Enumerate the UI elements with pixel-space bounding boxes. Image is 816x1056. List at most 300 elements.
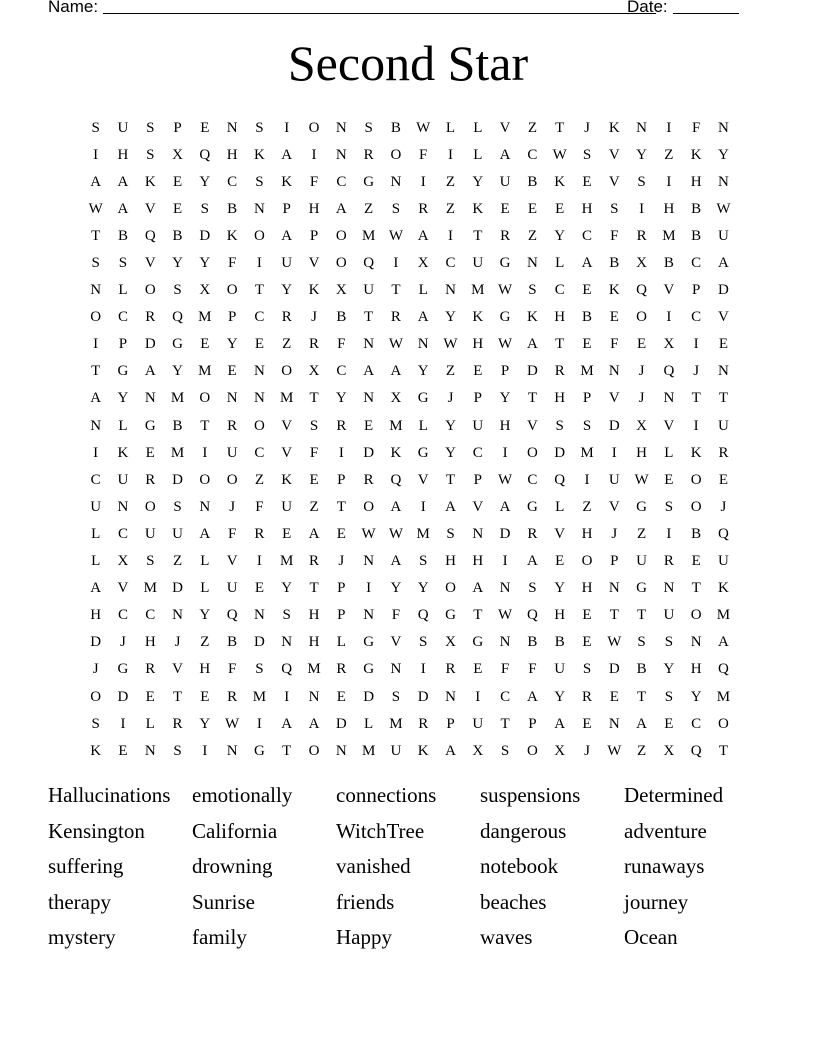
- grid-letter[interactable]: S: [582, 661, 592, 678]
- grid-letter[interactable]: I: [639, 200, 645, 217]
- grid-letter[interactable]: V: [144, 200, 156, 217]
- grid-letter[interactable]: R: [363, 146, 374, 163]
- grid-letter[interactable]: O: [390, 146, 402, 163]
- grid-letter[interactable]: A: [445, 498, 456, 515]
- grid-letter[interactable]: D: [90, 634, 102, 651]
- grid-letter[interactable]: I: [256, 255, 262, 272]
- grid-letter[interactable]: A: [499, 498, 511, 515]
- grid-letter[interactable]: I: [502, 553, 508, 570]
- grid-letter[interactable]: N: [608, 715, 620, 732]
- grid-letter[interactable]: O: [226, 282, 238, 299]
- grid-letter[interactable]: F: [610, 336, 619, 353]
- grid-letter[interactable]: A: [554, 715, 566, 732]
- grid-letter[interactable]: M: [471, 282, 485, 299]
- grid-letter[interactable]: G: [254, 742, 265, 759]
- grid-letter[interactable]: Y: [690, 688, 702, 705]
- grid-letter[interactable]: D: [144, 336, 156, 353]
- grid-letter[interactable]: I: [93, 444, 99, 461]
- grid-letter[interactable]: S: [528, 580, 537, 597]
- grid-letter[interactable]: A: [281, 146, 293, 163]
- grid-letter[interactable]: Y: [199, 715, 211, 732]
- grid-letter[interactable]: X: [417, 255, 429, 272]
- grid-letter[interactable]: B: [554, 634, 565, 651]
- grid-letter[interactable]: Y: [499, 390, 511, 407]
- grid-letter[interactable]: Z: [309, 498, 319, 515]
- grid-letter[interactable]: R: [527, 525, 538, 542]
- grid-letter[interactable]: X: [636, 255, 647, 272]
- grid-letter[interactable]: H: [308, 200, 320, 217]
- grid-letter[interactable]: Y: [390, 580, 402, 597]
- grid-letter[interactable]: R: [636, 227, 647, 244]
- grid-letter[interactable]: Z: [282, 336, 292, 353]
- grid-letter[interactable]: C: [90, 471, 101, 488]
- grid-letter[interactable]: S: [91, 119, 100, 136]
- grid-letter[interactable]: R: [418, 715, 429, 732]
- grid-letter[interactable]: M: [662, 227, 676, 244]
- grid-letter[interactable]: T: [254, 282, 265, 299]
- grid-letter[interactable]: E: [145, 444, 155, 461]
- grid-letter[interactable]: L: [364, 715, 374, 732]
- grid-letter[interactable]: G: [172, 336, 183, 353]
- grid-letter[interactable]: Z: [445, 363, 456, 380]
- grid-letter[interactable]: A: [90, 580, 102, 597]
- grid-letter[interactable]: W: [388, 227, 403, 244]
- grid-letter[interactable]: L: [664, 444, 674, 461]
- grid-letter[interactable]: S: [309, 417, 319, 434]
- grid-letter[interactable]: U: [281, 255, 293, 272]
- grid-letter[interactable]: R: [663, 553, 674, 570]
- grid-letter[interactable]: R: [581, 688, 592, 705]
- grid-letter[interactable]: H: [308, 607, 320, 624]
- grid-letter[interactable]: X: [117, 553, 129, 570]
- grid-letter[interactable]: E: [200, 688, 210, 705]
- grid-letter[interactable]: I: [448, 146, 453, 163]
- grid-letter[interactable]: N: [226, 742, 238, 759]
- grid-letter[interactable]: G: [144, 417, 156, 434]
- grid-letter[interactable]: N: [90, 417, 102, 434]
- grid-letter[interactable]: E: [582, 173, 592, 190]
- grid-letter[interactable]: B: [663, 255, 674, 272]
- grid-letter[interactable]: T: [336, 498, 346, 515]
- grid-letter[interactable]: T: [691, 580, 701, 597]
- grid-letter[interactable]: W: [361, 525, 376, 542]
- grid-letter[interactable]: Z: [445, 200, 456, 217]
- grid-letter[interactable]: Z: [527, 119, 537, 136]
- grid-letter[interactable]: M: [198, 309, 212, 326]
- grid-letter[interactable]: U: [117, 471, 129, 488]
- grid-letter[interactable]: E: [582, 715, 592, 732]
- grid-letter[interactable]: P: [500, 363, 510, 380]
- grid-letter[interactable]: E: [254, 336, 265, 353]
- grid-letter[interactable]: F: [337, 336, 346, 353]
- grid-letter[interactable]: Y: [445, 417, 456, 434]
- grid-letter[interactable]: B: [227, 200, 238, 217]
- grid-letter[interactable]: S: [173, 742, 182, 759]
- grid-letter[interactable]: S: [364, 119, 373, 136]
- grid-letter[interactable]: R: [172, 715, 183, 732]
- grid-letter[interactable]: I: [93, 336, 99, 353]
- grid-letter[interactable]: U: [90, 498, 102, 515]
- grid-letter[interactable]: V: [417, 471, 429, 488]
- grid-letter[interactable]: T: [555, 336, 565, 353]
- grid-letter[interactable]: Z: [445, 173, 456, 190]
- grid-letter[interactable]: A: [417, 227, 429, 244]
- grid-letter[interactable]: E: [336, 688, 346, 705]
- grid-letter[interactable]: C: [500, 688, 511, 705]
- grid-letter[interactable]: Z: [364, 200, 374, 217]
- grid-letter[interactable]: B: [390, 119, 401, 136]
- grid-letter[interactable]: F: [227, 255, 237, 272]
- grid-letter[interactable]: M: [143, 580, 157, 597]
- grid-letter[interactable]: V: [226, 553, 238, 570]
- grid-letter[interactable]: I: [666, 119, 672, 136]
- grid-letter[interactable]: K: [308, 282, 320, 299]
- grid-letter[interactable]: P: [282, 200, 291, 217]
- grid-letter[interactable]: O: [308, 119, 320, 136]
- grid-letter[interactable]: Y: [117, 390, 129, 407]
- date-blank-line[interactable]: [673, 13, 739, 14]
- grid-letter[interactable]: O: [199, 390, 211, 407]
- grid-letter[interactable]: I: [666, 525, 672, 542]
- grid-letter[interactable]: E: [582, 607, 592, 624]
- grid-letter[interactable]: M: [170, 390, 185, 407]
- grid-letter[interactable]: F: [227, 525, 237, 542]
- grid-letter[interactable]: N: [335, 119, 347, 136]
- grid-letter[interactable]: J: [584, 119, 590, 136]
- grid-letter[interactable]: D: [417, 688, 429, 705]
- grid-letter[interactable]: U: [390, 742, 402, 759]
- grid-letter[interactable]: I: [202, 742, 208, 759]
- grid-letter[interactable]: L: [555, 498, 565, 515]
- grid-letter[interactable]: Z: [254, 471, 265, 488]
- grid-letter[interactable]: K: [281, 471, 293, 488]
- grid-letter[interactable]: A: [117, 200, 129, 217]
- grid-letter[interactable]: C: [145, 607, 156, 624]
- grid-letter[interactable]: T: [609, 607, 619, 624]
- grid-letter[interactable]: B: [636, 661, 647, 678]
- grid-letter[interactable]: W: [88, 200, 103, 217]
- grid-letter[interactable]: X: [335, 282, 347, 299]
- grid-letter[interactable]: N: [335, 146, 347, 163]
- grid-letter[interactable]: J: [311, 309, 317, 326]
- grid-letter[interactable]: R: [145, 661, 156, 678]
- grid-letter[interactable]: L: [91, 525, 101, 542]
- grid-letter[interactable]: M: [716, 688, 731, 705]
- grid-letter[interactable]: Z: [664, 146, 674, 163]
- grid-letter[interactable]: L: [91, 553, 101, 570]
- grid-letter[interactable]: E: [609, 688, 619, 705]
- grid-letter[interactable]: N: [690, 634, 702, 651]
- grid-letter[interactable]: K: [390, 444, 402, 461]
- grid-letter[interactable]: E: [582, 336, 592, 353]
- grid-letter[interactable]: L: [200, 580, 210, 597]
- grid-letter[interactable]: I: [611, 444, 617, 461]
- grid-letter[interactable]: S: [146, 553, 155, 570]
- grid-letter[interactable]: G: [499, 309, 511, 326]
- grid-letter[interactable]: Q: [526, 607, 538, 624]
- grid-letter[interactable]: J: [120, 634, 126, 651]
- grid-letter[interactable]: Y: [718, 146, 729, 163]
- grid-letter[interactable]: G: [117, 661, 129, 678]
- grid-letter[interactable]: C: [336, 363, 347, 380]
- grid-letter[interactable]: S: [173, 282, 182, 299]
- grid-letter[interactable]: J: [338, 553, 345, 570]
- grid-letter[interactable]: T: [91, 363, 101, 380]
- grid-letter[interactable]: N: [499, 580, 511, 597]
- grid-letter[interactable]: N: [608, 580, 620, 597]
- grid-letter[interactable]: Q: [663, 363, 675, 380]
- grid-letter[interactable]: L: [473, 146, 483, 163]
- grid-letter[interactable]: T: [445, 471, 456, 488]
- grid-letter[interactable]: I: [311, 146, 317, 163]
- grid-letter[interactable]: H: [226, 146, 238, 163]
- grid-letter[interactable]: K: [472, 200, 484, 217]
- grid-letter[interactable]: L: [336, 634, 346, 651]
- grid-letter[interactable]: L: [445, 119, 456, 136]
- grid-letter[interactable]: A: [390, 553, 402, 570]
- grid-letter[interactable]: E: [227, 363, 237, 380]
- grid-letter[interactable]: Y: [417, 580, 429, 597]
- grid-letter[interactable]: I: [338, 444, 344, 461]
- grid-letter[interactable]: S: [664, 634, 674, 651]
- grid-letter[interactable]: C: [117, 309, 128, 326]
- grid-letter[interactable]: S: [582, 146, 592, 163]
- grid-letter[interactable]: M: [307, 661, 321, 678]
- grid-letter[interactable]: B: [117, 227, 128, 244]
- grid-letter[interactable]: N: [363, 390, 375, 407]
- grid-letter[interactable]: N: [718, 119, 729, 136]
- grid-letter[interactable]: D: [172, 580, 183, 597]
- grid-letter[interactable]: G: [363, 173, 375, 190]
- grid-letter[interactable]: N: [254, 363, 265, 380]
- grid-letter[interactable]: T: [309, 580, 319, 597]
- grid-letter[interactable]: K: [417, 742, 429, 759]
- grid-letter[interactable]: N: [144, 742, 156, 759]
- grid-letter[interactable]: C: [254, 444, 265, 461]
- grid-letter[interactable]: Z: [200, 634, 210, 651]
- grid-letter[interactable]: H: [581, 525, 593, 542]
- grid-letter[interactable]: S: [391, 200, 401, 217]
- grid-letter[interactable]: G: [636, 498, 647, 515]
- grid-letter[interactable]: Y: [472, 173, 484, 190]
- grid-letter[interactable]: Y: [226, 336, 238, 353]
- grid-letter[interactable]: F: [500, 661, 510, 678]
- grid-letter[interactable]: F: [419, 146, 428, 163]
- grid-letter[interactable]: I: [693, 336, 699, 353]
- grid-letter[interactable]: L: [418, 417, 428, 434]
- grid-letter[interactable]: U: [117, 119, 129, 136]
- grid-letter[interactable]: U: [499, 173, 511, 190]
- grid-letter[interactable]: S: [528, 282, 537, 299]
- grid-letter[interactable]: T: [555, 119, 565, 136]
- grid-letter[interactable]: S: [255, 661, 264, 678]
- grid-letter[interactable]: D: [526, 363, 538, 380]
- grid-letter[interactable]: M: [361, 742, 376, 759]
- grid-letter[interactable]: S: [91, 715, 100, 732]
- grid-letter[interactable]: J: [638, 363, 645, 380]
- grid-letter[interactable]: H: [308, 634, 320, 651]
- grid-letter[interactable]: A: [90, 390, 102, 407]
- grid-letter[interactable]: N: [144, 390, 156, 407]
- name-blank-line[interactable]: [103, 13, 656, 14]
- grid-letter[interactable]: N: [90, 282, 102, 299]
- grid-letter[interactable]: S: [255, 173, 264, 190]
- grid-letter[interactable]: A: [718, 255, 729, 272]
- grid-letter[interactable]: J: [584, 742, 590, 759]
- grid-letter[interactable]: K: [90, 742, 102, 759]
- grid-letter[interactable]: D: [254, 634, 265, 651]
- grid-letter[interactable]: U: [718, 227, 729, 244]
- grid-letter[interactable]: T: [718, 742, 729, 759]
- grid-letter[interactable]: V: [472, 498, 484, 515]
- grid-letter[interactable]: I: [502, 444, 508, 461]
- grid-letter[interactable]: G: [417, 390, 429, 407]
- grid-letter[interactable]: E: [145, 688, 155, 705]
- grid-letter[interactable]: E: [336, 525, 346, 542]
- grid-letter[interactable]: K: [608, 282, 620, 299]
- grid-letter[interactable]: G: [636, 580, 647, 597]
- grid-letter[interactable]: D: [363, 688, 375, 705]
- grid-letter[interactable]: N: [363, 607, 375, 624]
- grid-letter[interactable]: E: [172, 200, 183, 217]
- grid-letter[interactable]: E: [664, 471, 674, 488]
- grid-letter[interactable]: E: [691, 553, 701, 570]
- grid-letter[interactable]: E: [500, 200, 510, 217]
- grid-letter[interactable]: B: [691, 525, 702, 542]
- grid-letter[interactable]: P: [692, 282, 701, 299]
- grid-letter[interactable]: J: [611, 525, 618, 542]
- grid-letter[interactable]: I: [666, 173, 672, 190]
- grid-letter[interactable]: S: [555, 417, 564, 434]
- grid-letter[interactable]: N: [254, 607, 265, 624]
- grid-letter[interactable]: L: [418, 282, 428, 299]
- grid-letter[interactable]: K: [117, 444, 129, 461]
- grid-letter[interactable]: I: [420, 498, 426, 515]
- grid-letter[interactable]: G: [417, 444, 429, 461]
- grid-letter[interactable]: E: [582, 282, 592, 299]
- grid-letter[interactable]: J: [638, 390, 645, 407]
- grid-letter[interactable]: Y: [417, 363, 429, 380]
- grid-letter[interactable]: Y: [199, 173, 211, 190]
- grid-letter[interactable]: V: [608, 146, 620, 163]
- grid-letter[interactable]: N: [663, 580, 675, 597]
- grid-letter[interactable]: D: [199, 227, 211, 244]
- grid-letter[interactable]: N: [363, 553, 375, 570]
- grid-letter[interactable]: R: [500, 227, 511, 244]
- grid-letter[interactable]: V: [281, 417, 293, 434]
- grid-letter[interactable]: U: [608, 471, 620, 488]
- grid-letter[interactable]: N: [718, 173, 729, 190]
- grid-letter[interactable]: H: [199, 661, 211, 678]
- grid-letter[interactable]: N: [526, 255, 538, 272]
- grid-letter[interactable]: L: [200, 553, 210, 570]
- grid-letter[interactable]: A: [499, 146, 511, 163]
- grid-letter[interactable]: P: [528, 715, 537, 732]
- grid-letter[interactable]: P: [610, 553, 619, 570]
- grid-letter[interactable]: F: [692, 119, 701, 136]
- grid-letter[interactable]: C: [554, 282, 565, 299]
- grid-letter[interactable]: P: [118, 336, 128, 353]
- grid-letter[interactable]: I: [366, 580, 372, 597]
- grid-letter[interactable]: Y: [281, 580, 293, 597]
- grid-letter[interactable]: H: [690, 173, 702, 190]
- grid-letter[interactable]: W: [634, 471, 649, 488]
- grid-letter[interactable]: Y: [445, 309, 456, 326]
- grid-letter[interactable]: R: [445, 661, 456, 678]
- grid-letter[interactable]: I: [584, 471, 590, 488]
- grid-letter[interactable]: W: [225, 715, 240, 732]
- grid-letter[interactable]: O: [526, 444, 538, 461]
- grid-letter[interactable]: K: [281, 173, 293, 190]
- grid-letter[interactable]: U: [172, 525, 183, 542]
- grid-letter[interactable]: S: [637, 634, 646, 651]
- grid-letter[interactable]: U: [472, 255, 484, 272]
- grid-letter[interactable]: M: [389, 715, 403, 732]
- grid-letter[interactable]: P: [337, 607, 346, 624]
- grid-letter[interactable]: S: [146, 146, 155, 163]
- grid-letter[interactable]: V: [281, 444, 293, 461]
- grid-letter[interactable]: A: [526, 688, 538, 705]
- grid-letter[interactable]: V: [308, 255, 320, 272]
- grid-letter[interactable]: K: [472, 309, 484, 326]
- grid-letter[interactable]: J: [92, 661, 99, 678]
- grid-letter[interactable]: M: [416, 525, 430, 542]
- grid-letter[interactable]: A: [335, 200, 347, 217]
- grid-letter[interactable]: V: [663, 282, 675, 299]
- grid-letter[interactable]: M: [170, 444, 185, 461]
- grid-letter[interactable]: P: [337, 471, 346, 488]
- grid-letter[interactable]: A: [117, 173, 129, 190]
- grid-letter[interactable]: S: [664, 498, 674, 515]
- grid-letter[interactable]: T: [718, 390, 729, 407]
- grid-letter[interactable]: K: [608, 119, 620, 136]
- grid-letter[interactable]: P: [309, 227, 319, 244]
- grid-letter[interactable]: M: [716, 607, 731, 624]
- grid-letter[interactable]: W: [716, 200, 731, 217]
- grid-letter[interactable]: V: [608, 498, 620, 515]
- grid-letter[interactable]: Q: [636, 282, 647, 299]
- grid-letter[interactable]: I: [256, 553, 262, 570]
- grid-letter[interactable]: A: [390, 498, 402, 515]
- grid-letter[interactable]: L: [145, 715, 155, 732]
- grid-letter[interactable]: T: [527, 390, 537, 407]
- grid-letter[interactable]: I: [284, 119, 290, 136]
- grid-letter[interactable]: I: [284, 688, 290, 705]
- grid-letter[interactable]: V: [554, 525, 566, 542]
- grid-letter[interactable]: O: [144, 498, 156, 515]
- grid-letter[interactable]: I: [448, 227, 453, 244]
- grid-letter[interactable]: W: [607, 742, 622, 759]
- grid-letter[interactable]: O: [581, 553, 593, 570]
- grid-letter[interactable]: S: [664, 688, 674, 705]
- grid-letter[interactable]: Q: [390, 471, 402, 488]
- grid-letter[interactable]: E: [309, 471, 319, 488]
- grid-letter[interactable]: R: [363, 471, 374, 488]
- grid-letter[interactable]: R: [418, 200, 429, 217]
- grid-letter[interactable]: B: [527, 173, 538, 190]
- grid-letter[interactable]: F: [528, 661, 537, 678]
- grid-letter[interactable]: K: [554, 173, 566, 190]
- grid-letter[interactable]: O: [636, 309, 647, 326]
- grid-letter[interactable]: C: [527, 471, 538, 488]
- grid-letter[interactable]: P: [173, 119, 182, 136]
- grid-letter[interactable]: B: [172, 417, 183, 434]
- grid-letter[interactable]: D: [499, 525, 511, 542]
- grid-letter[interactable]: E: [555, 200, 565, 217]
- grid-letter[interactable]: Z: [582, 498, 592, 515]
- grid-letter[interactable]: S: [282, 607, 291, 624]
- grid-letter[interactable]: K: [254, 146, 265, 163]
